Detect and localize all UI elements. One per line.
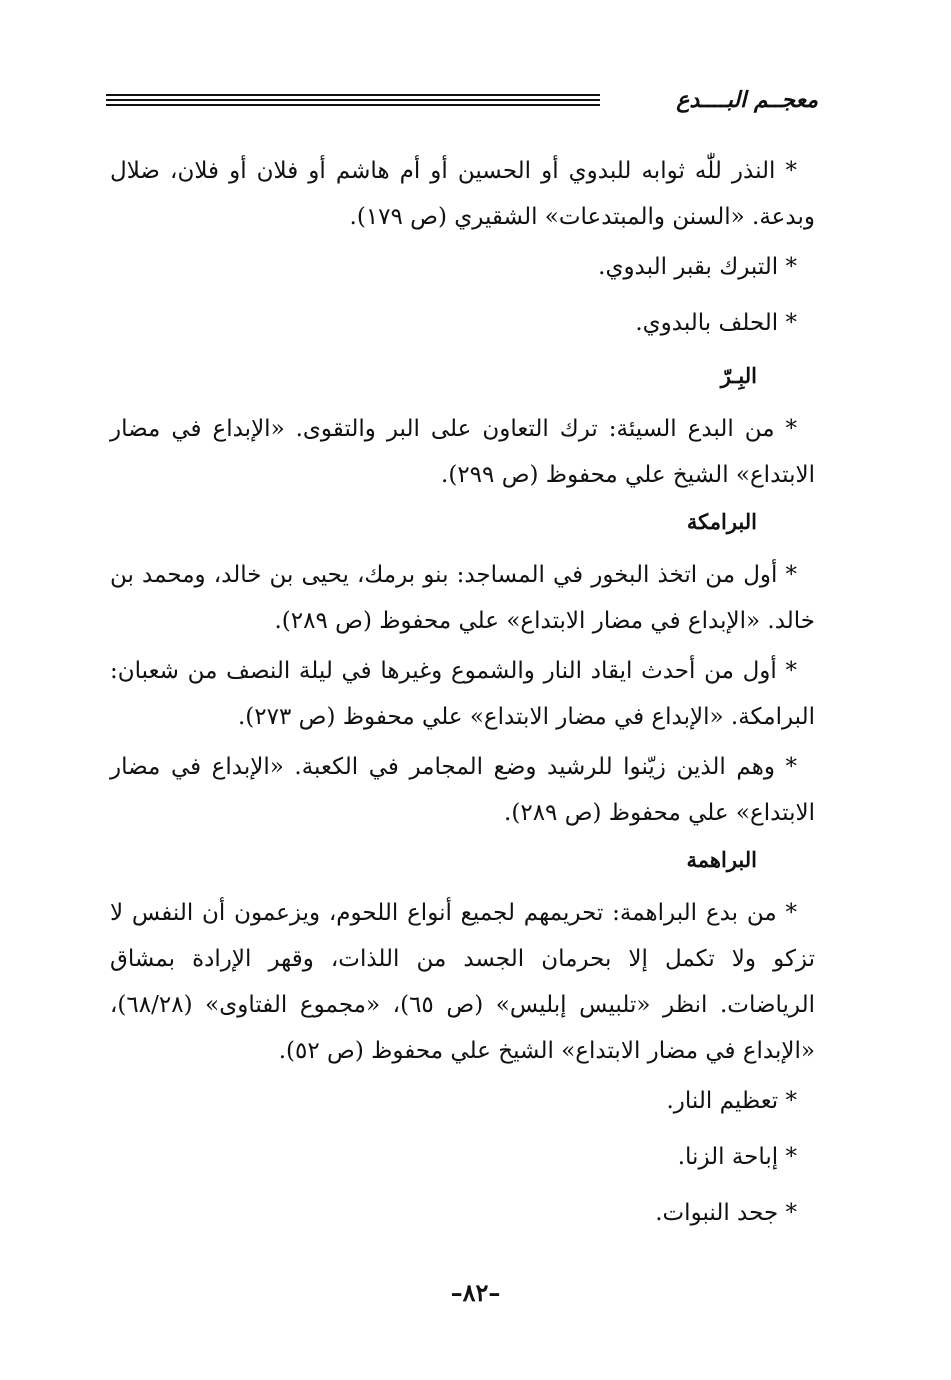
page-header — [106, 86, 818, 118]
section-heading: البرامكة — [686, 509, 757, 534]
running-title: معجــم البــــدع — [676, 87, 818, 113]
entry-paragraph: * أول من أحدث ايقاد النار والشموع وغيرها في ليلة النصف من شعبان: البرامكة. «الإبداع في مضار الابتداع» علي محفوظ (ص ٢٧٣). — [110, 658, 815, 730]
section-heading: البراهمة — [686, 847, 757, 872]
header-rule — [106, 94, 600, 96]
entry-paragraph: * من البدع السيئة: ترك التعاون على البر والتقوى. «الإبداع في مضار الابتداع» الشيخ علي محفوظ (ص ٢٩٩). — [110, 416, 815, 488]
page-content — [110, 148, 815, 1246]
header-rule — [106, 99, 600, 101]
header-rule — [106, 104, 600, 106]
entry-paragraph: * أول من اتخذ البخور في المساجد: بنو برمك، يحيى بن خالد، ومحمد بن خالد. «الإبداع في مضار الابتداع» علي محفوظ (ص ٢٨٩). — [110, 562, 815, 634]
entry-paragraph: * النذر للّٰه ثوابه للبدوي أو الحسين أو أم هاشم أو فلان أو فلان، ضلال وبدعة. «السنن والمبتدعات» الشقيري (ص ١٧٩). — [110, 158, 815, 230]
entry-item: * الحلف بالبدوي. — [635, 310, 797, 336]
entry-paragraph: * من بدع البراهمة: تحريمهم لجميع أنواع اللحوم، ويزعمون أن النفس لا تزكو ولا تكمل إلا بحرمان الجسد من اللذات، وقهر الإرادة بمشاق الرياضات. انظر «تلبيس إبليس» (ص ٦٥)، «مجموع الفتاوى» (٦٨/٢٨)، «الإبداع في مضار الابتداع» الشيخ علي محفوظ (ص ٥٢). — [110, 900, 815, 1064]
entry-item: * جحد النبوات. — [655, 1200, 797, 1226]
page-number: –٨٢– — [450, 1278, 501, 1307]
entry-item: * إباحة الزنا. — [677, 1144, 797, 1170]
section-heading: البِـرّ — [720, 363, 757, 388]
entry-item: * التبرك بقبر البدوي. — [598, 254, 797, 280]
entry-paragraph: * وهم الذين زيّنوا للرشيد وضع المجامر في الكعبة. «الإبداع في مضار الابتداع» علي محفوظ (ص ٢٨٩). — [110, 754, 815, 826]
entry-item: * تعظيم النار. — [666, 1088, 797, 1114]
